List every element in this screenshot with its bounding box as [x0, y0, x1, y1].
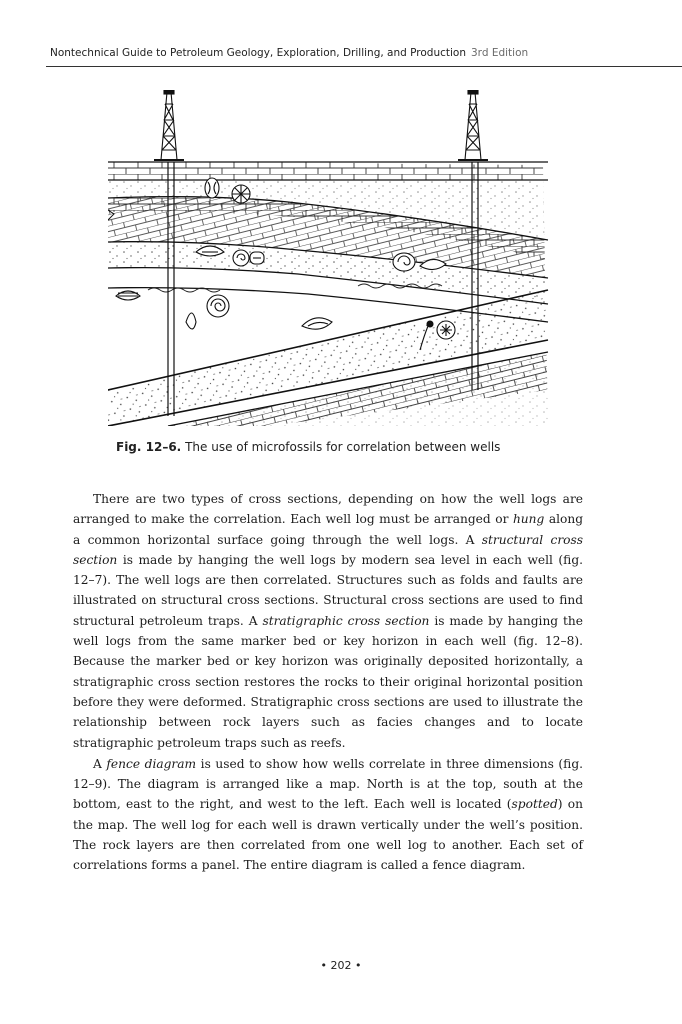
figure-label: Fig. 12–6. — [116, 440, 182, 454]
paragraph-2: A fence diagram is used to show how wells correlate in three dimensions (fig. 12–9). The diagram is arranged like a map. North is at the top, south at the bottom, east to the right, and west to the left. Each well is located (spotted) on the map. The well log for each well is drawn vertically under the well’s position. The rock layers are then correlated from one well log to another. Each set of correlations forms a panel. The entire diagram is called a fence diagram. — [73, 756, 583, 873]
book-edition: 3rd Edition — [471, 47, 529, 59]
term-stratigraphic-cross-section: stratigraphic cross section — [262, 613, 430, 628]
fossil-icon — [205, 178, 219, 198]
paragraph-1: There are two types of cross sections, depending on how the well logs are arranged to make the correlation. Each well log must be arranged or hung along a common horizontal surface going through the well logs. A structural cross section is made by hanging the well logs by modern sea level in each well (fig. 12–7). The well logs are then correlated. Structures such as folds and faults are illustrated on structural cross sections. Structural cross sections are used to find structural petroleum traps. A stratigraphic cross section is made by hanging the well logs from the same marker bed or key horizon in each well (fig. 12–8). Because the marker bed or key horizon was originally deposited horizontally, a stratigraphic cross section restores the rocks to their original horizontal position before they were deformed. Stratigraphic cross sections are used to illustrate the relationship between rock layers such as facies changes and to locate stratigraphic petroleum traps such as reefs. — [73, 492, 583, 750]
header-rule — [46, 66, 682, 67]
term-structural-cross-section: structural cross section — [73, 532, 583, 567]
fossil-icon — [186, 313, 196, 329]
left-derrick-icon — [154, 90, 184, 160]
page-number: • 202 • — [320, 959, 362, 972]
term-fence-diagram: fence diagram — [106, 756, 197, 771]
figure-microfossil-correlation — [108, 90, 553, 426]
book-title: Nontechnical Guide to Petroleum Geology, Exploration, Drilling, and Production — [50, 47, 466, 59]
right-derrick-icon — [458, 90, 488, 160]
figure-caption-text: The use of microfossils for correlation between wells — [185, 440, 501, 454]
figure-caption — [116, 440, 616, 454]
term-spotted: spotted — [511, 797, 558, 812]
running-head — [50, 47, 682, 67]
figure-illustration — [108, 90, 553, 426]
term-hung: hung — [512, 512, 545, 527]
body-text — [73, 489, 583, 876]
